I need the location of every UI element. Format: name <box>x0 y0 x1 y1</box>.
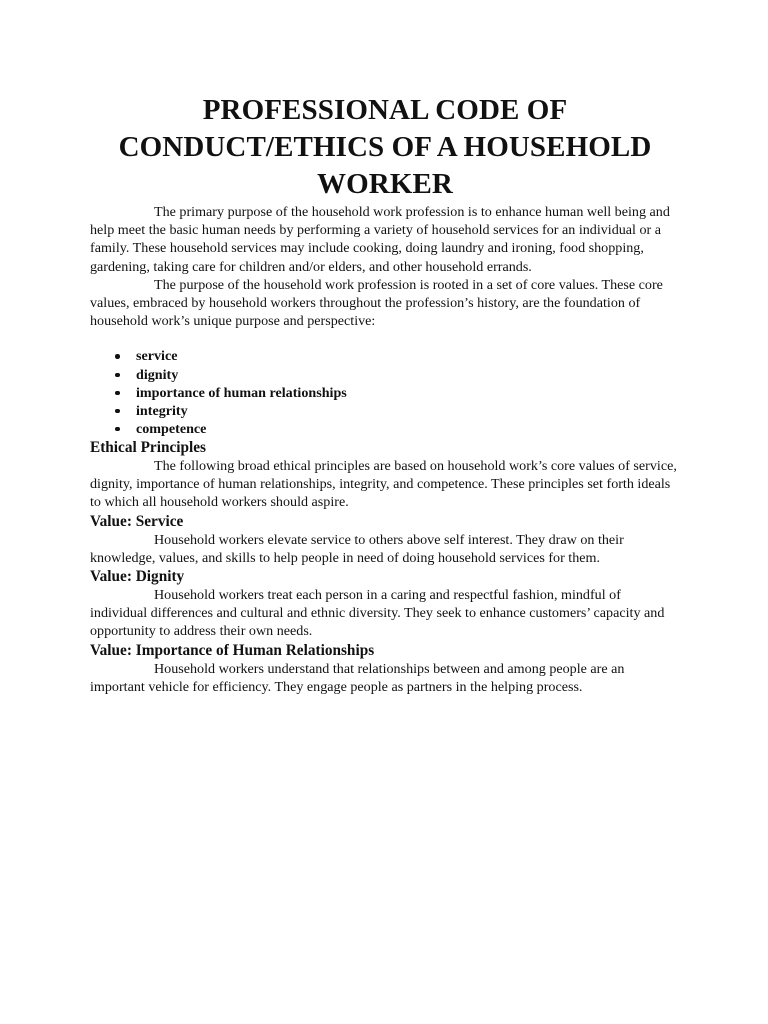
title-line-2: CONDUCT/ETHICS OF A HOUSEHOLD <box>118 131 652 163</box>
value-service-heading: Value: Service <box>90 512 184 530</box>
document-page <box>90 92 680 696</box>
value-dignity-paragraph: Household workers treat each person in a caring and respectful fashion, mindful of individual differences and cultural and ethnic diversity. They seek to enhance customers’ capacity and opportunity to address their own needs. <box>90 586 665 640</box>
value-relationships-paragraph: Household workers understand that relationships between and among people are an important vehicle for efficiency. They engage people as partners in the helping process. <box>90 660 625 695</box>
document-title <box>90 92 680 203</box>
value-dignity-heading: Value: Dignity <box>90 567 185 585</box>
title-line-3: WORKER <box>317 168 453 200</box>
ethical-principles-heading: Ethical Principles <box>90 438 206 456</box>
core-value-item: dignity <box>90 366 680 384</box>
core-value-item: integrity <box>90 402 680 420</box>
core-value-item: competence <box>90 420 680 438</box>
intro-paragraph: The primary purpose of the household work profession is to enhance human well being and help meet the basic human needs by performing a variety of household services for an individual or a family. These household services may include cooking, doing laundry and ironing, food shopping, gardening, taking care for children and/or elders, and other household errands. <box>90 204 670 275</box>
core-value-item: importance of human relationships <box>90 384 680 402</box>
core-values-paragraph: The purpose of the household work profession is rooted in a set of core values. These core values, embraced by household workers throughout the profession’s history, are the foundation of household work’s unique purpose and perspective: <box>90 276 663 330</box>
ethical-principles-paragraph: The following broad ethical principles are based on household work’s core values of service, dignity, importance of human relationships, integrity, and competence. These principles set forth ideals to which all household workers should aspire. <box>90 457 677 511</box>
core-value-item: service <box>90 347 680 365</box>
value-relationships-heading: Value: Importance of Human Relationships <box>90 641 375 659</box>
title-line-1: PROFESSIONAL CODE OF <box>202 94 568 126</box>
value-service-paragraph: Household workers elevate service to others above self interest. They draw on their knowledge, values, and skills to help people in need of doing household services for them. <box>90 531 624 566</box>
core-values-list <box>90 347 680 437</box>
